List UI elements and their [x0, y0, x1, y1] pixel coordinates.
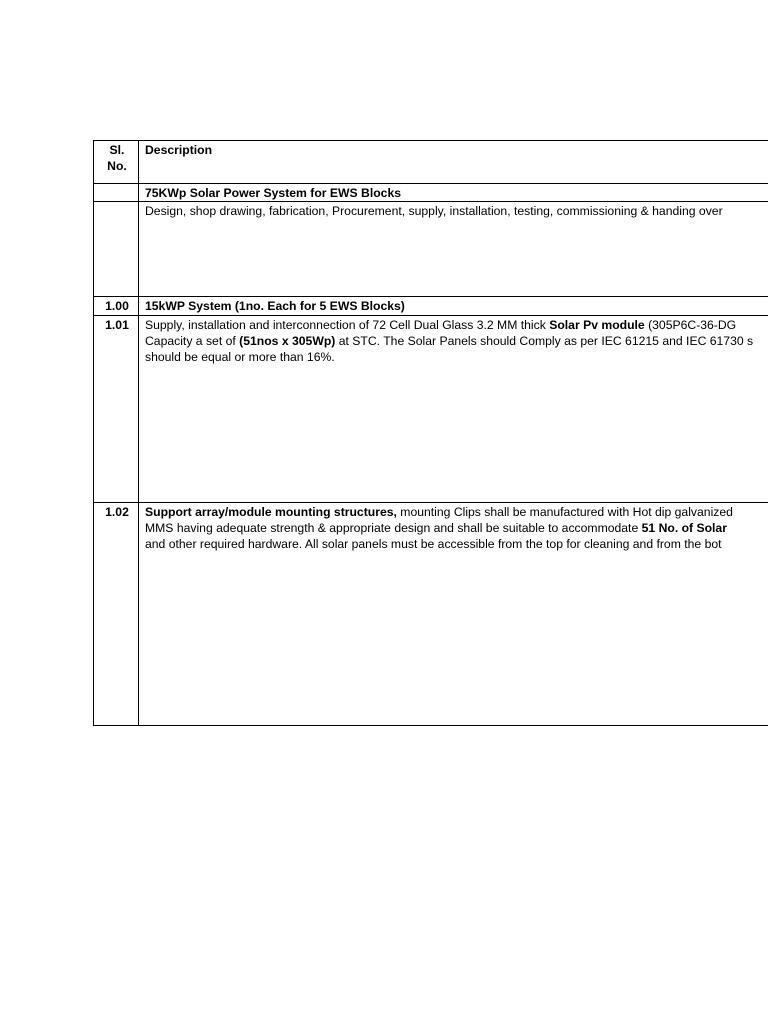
desc-line: [145, 520, 768, 536]
desc-line: [145, 333, 768, 349]
row-sl: 1.02: [94, 503, 139, 726]
section-title: 75KWp Solar Power System for EWS Blocks: [139, 184, 768, 202]
desc-text: mounting Clips shall be manufactured with Hot dip galvanized: [396, 505, 733, 519]
header-sl-no: [94, 141, 139, 184]
header-sl-line1: Sl.: [109, 143, 125, 157]
header-sl-line2: No.: [107, 159, 127, 173]
row-description: [139, 316, 768, 503]
table-row: [94, 316, 768, 503]
desc-text: at STC. The Solar Panels should Comply as per IEC 61215 and IEC 61730 s: [335, 334, 754, 348]
desc-line: and other required hardware. All solar panels must be accessible from the top for cleaning and from the bot: [145, 537, 722, 551]
header-description: Description: [139, 141, 768, 184]
desc-text: MMS having adequate strength & appropriate design and shall be suitable to accommodate: [145, 521, 642, 535]
table-row: [94, 503, 768, 726]
row-sl: [94, 202, 139, 297]
row-sl: 1.00: [94, 297, 139, 316]
desc-text: (305P6C-36-DG: [644, 318, 737, 332]
desc-text: Capacity a set of: [145, 334, 240, 348]
row-sl: [94, 184, 139, 202]
row-description: Design, shop drawing, fabrication, Procurement, supply, installation, testing, commissioning & handing over: [139, 202, 768, 297]
table-header-row: [94, 141, 768, 184]
row-sl: 1.01: [94, 316, 139, 503]
desc-bold-text: 51 No. of Solar: [641, 521, 727, 535]
desc-bold-text: Solar Pv module: [549, 318, 645, 332]
desc-line: [145, 504, 768, 520]
boq-table-container: [93, 140, 768, 727]
desc-line: should be equal or more than 16%.: [145, 350, 335, 364]
table-row: [94, 184, 768, 202]
table-row: [94, 202, 768, 297]
desc-text: Supply, installation and interconnection of 72 Cell Dual Glass 3.2 MM thick: [145, 318, 550, 332]
desc-line: [145, 317, 768, 333]
desc-bold-text: (51nos x 305Wp): [239, 334, 336, 348]
system-title: 15kWP System (1no. Each for 5 EWS Blocks): [139, 297, 768, 316]
row-description: [139, 503, 768, 726]
table-row: [94, 297, 768, 316]
desc-bold-text: Support array/module mounting structures,: [145, 505, 397, 519]
boq-table: [93, 140, 768, 726]
